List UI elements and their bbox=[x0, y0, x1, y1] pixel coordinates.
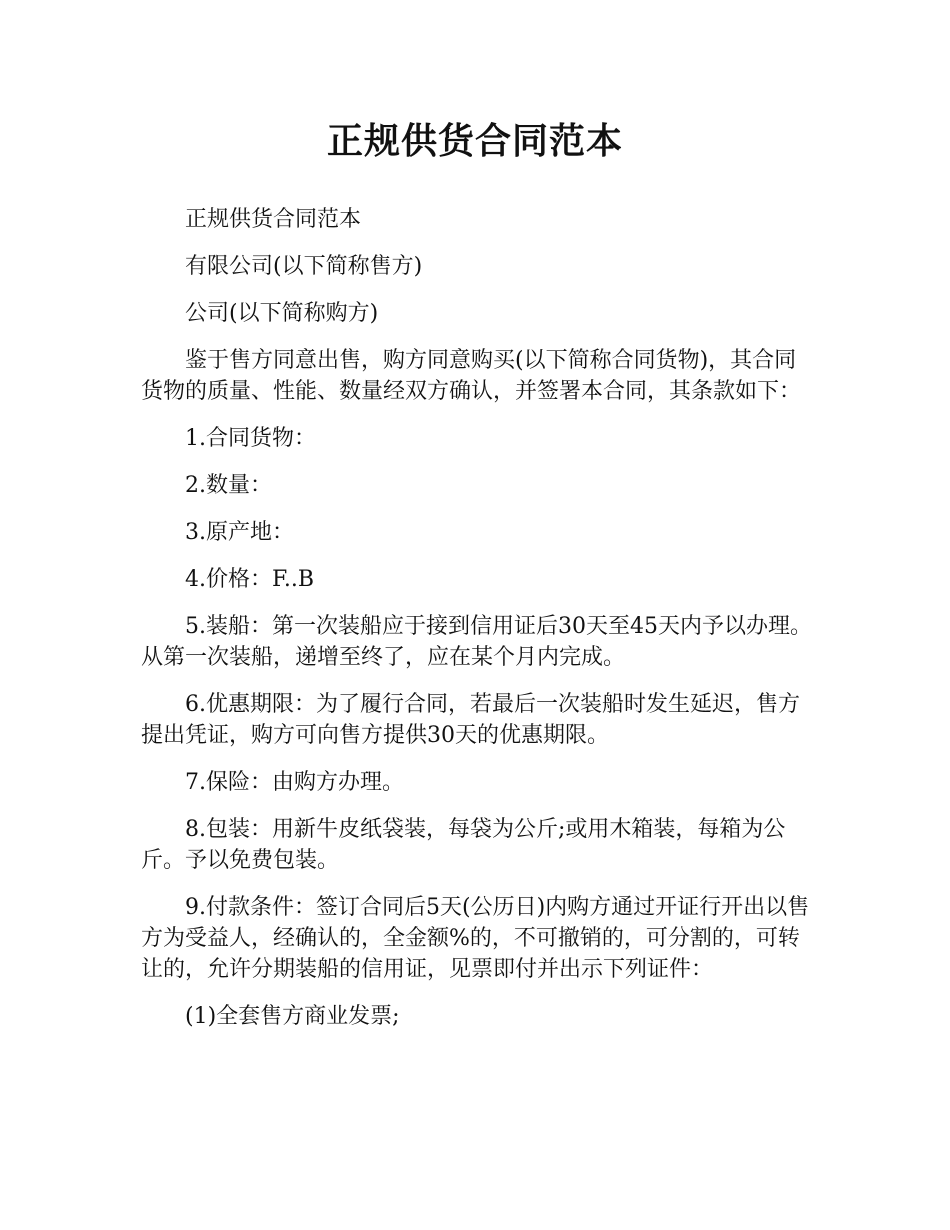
paragraph-buyer: 公司(以下简称购方) bbox=[185, 301, 379, 326]
clause-origin: 3.原产地： bbox=[185, 520, 294, 545]
document-body bbox=[141, 204, 817, 1048]
clause-packing: 8.包装：用新牛皮纸袋装，每袋为公斤;或用木箱装，每箱为公斤。予以免费包装。 bbox=[141, 817, 786, 873]
clause-quantity: 2.数量： bbox=[185, 473, 272, 498]
document-title: 正规供货合同范本 bbox=[326, 121, 623, 162]
paragraph-seller: 有限公司(以下简称售方) bbox=[185, 254, 423, 279]
clause-grace-period: 6.优惠期限：为了履行合同，若最后一次装船时发生延迟，售方提出凭证，购方可向售方提供30天的优惠期限。 bbox=[141, 692, 800, 748]
clause-price: 4.价格：F..B bbox=[185, 567, 314, 592]
paragraph-heading: 正规供货合同范本 bbox=[185, 207, 362, 232]
paragraph-preamble: 鉴于售方同意出售，购方同意购买(以下简称合同货物)，其合同货物的质量、性能、数量经双方确认，并签署本合同，其条款如下： bbox=[141, 348, 802, 404]
clause-shipment: 5.装船：第一次装船应于接到信用证后30天至45天内予以办理。从第一次装船，递增至终了，应在某个月内完成。 bbox=[141, 614, 812, 670]
clause-insurance: 7.保险：由购方办理。 bbox=[185, 770, 404, 795]
clause-payment: 9.付款条件：签订合同后5天(公历日)内购方通过开证行开出以售方为受益人，经确认的，全金额%的，不可撤销的，可分割的，可转让的，允许分期装船的信用证，见票即付并出示下列证件： bbox=[141, 895, 810, 982]
payment-document-invoice: (1)全套售方商业发票; bbox=[185, 1004, 400, 1029]
clause-goods: 1.合同货物： bbox=[185, 426, 316, 451]
